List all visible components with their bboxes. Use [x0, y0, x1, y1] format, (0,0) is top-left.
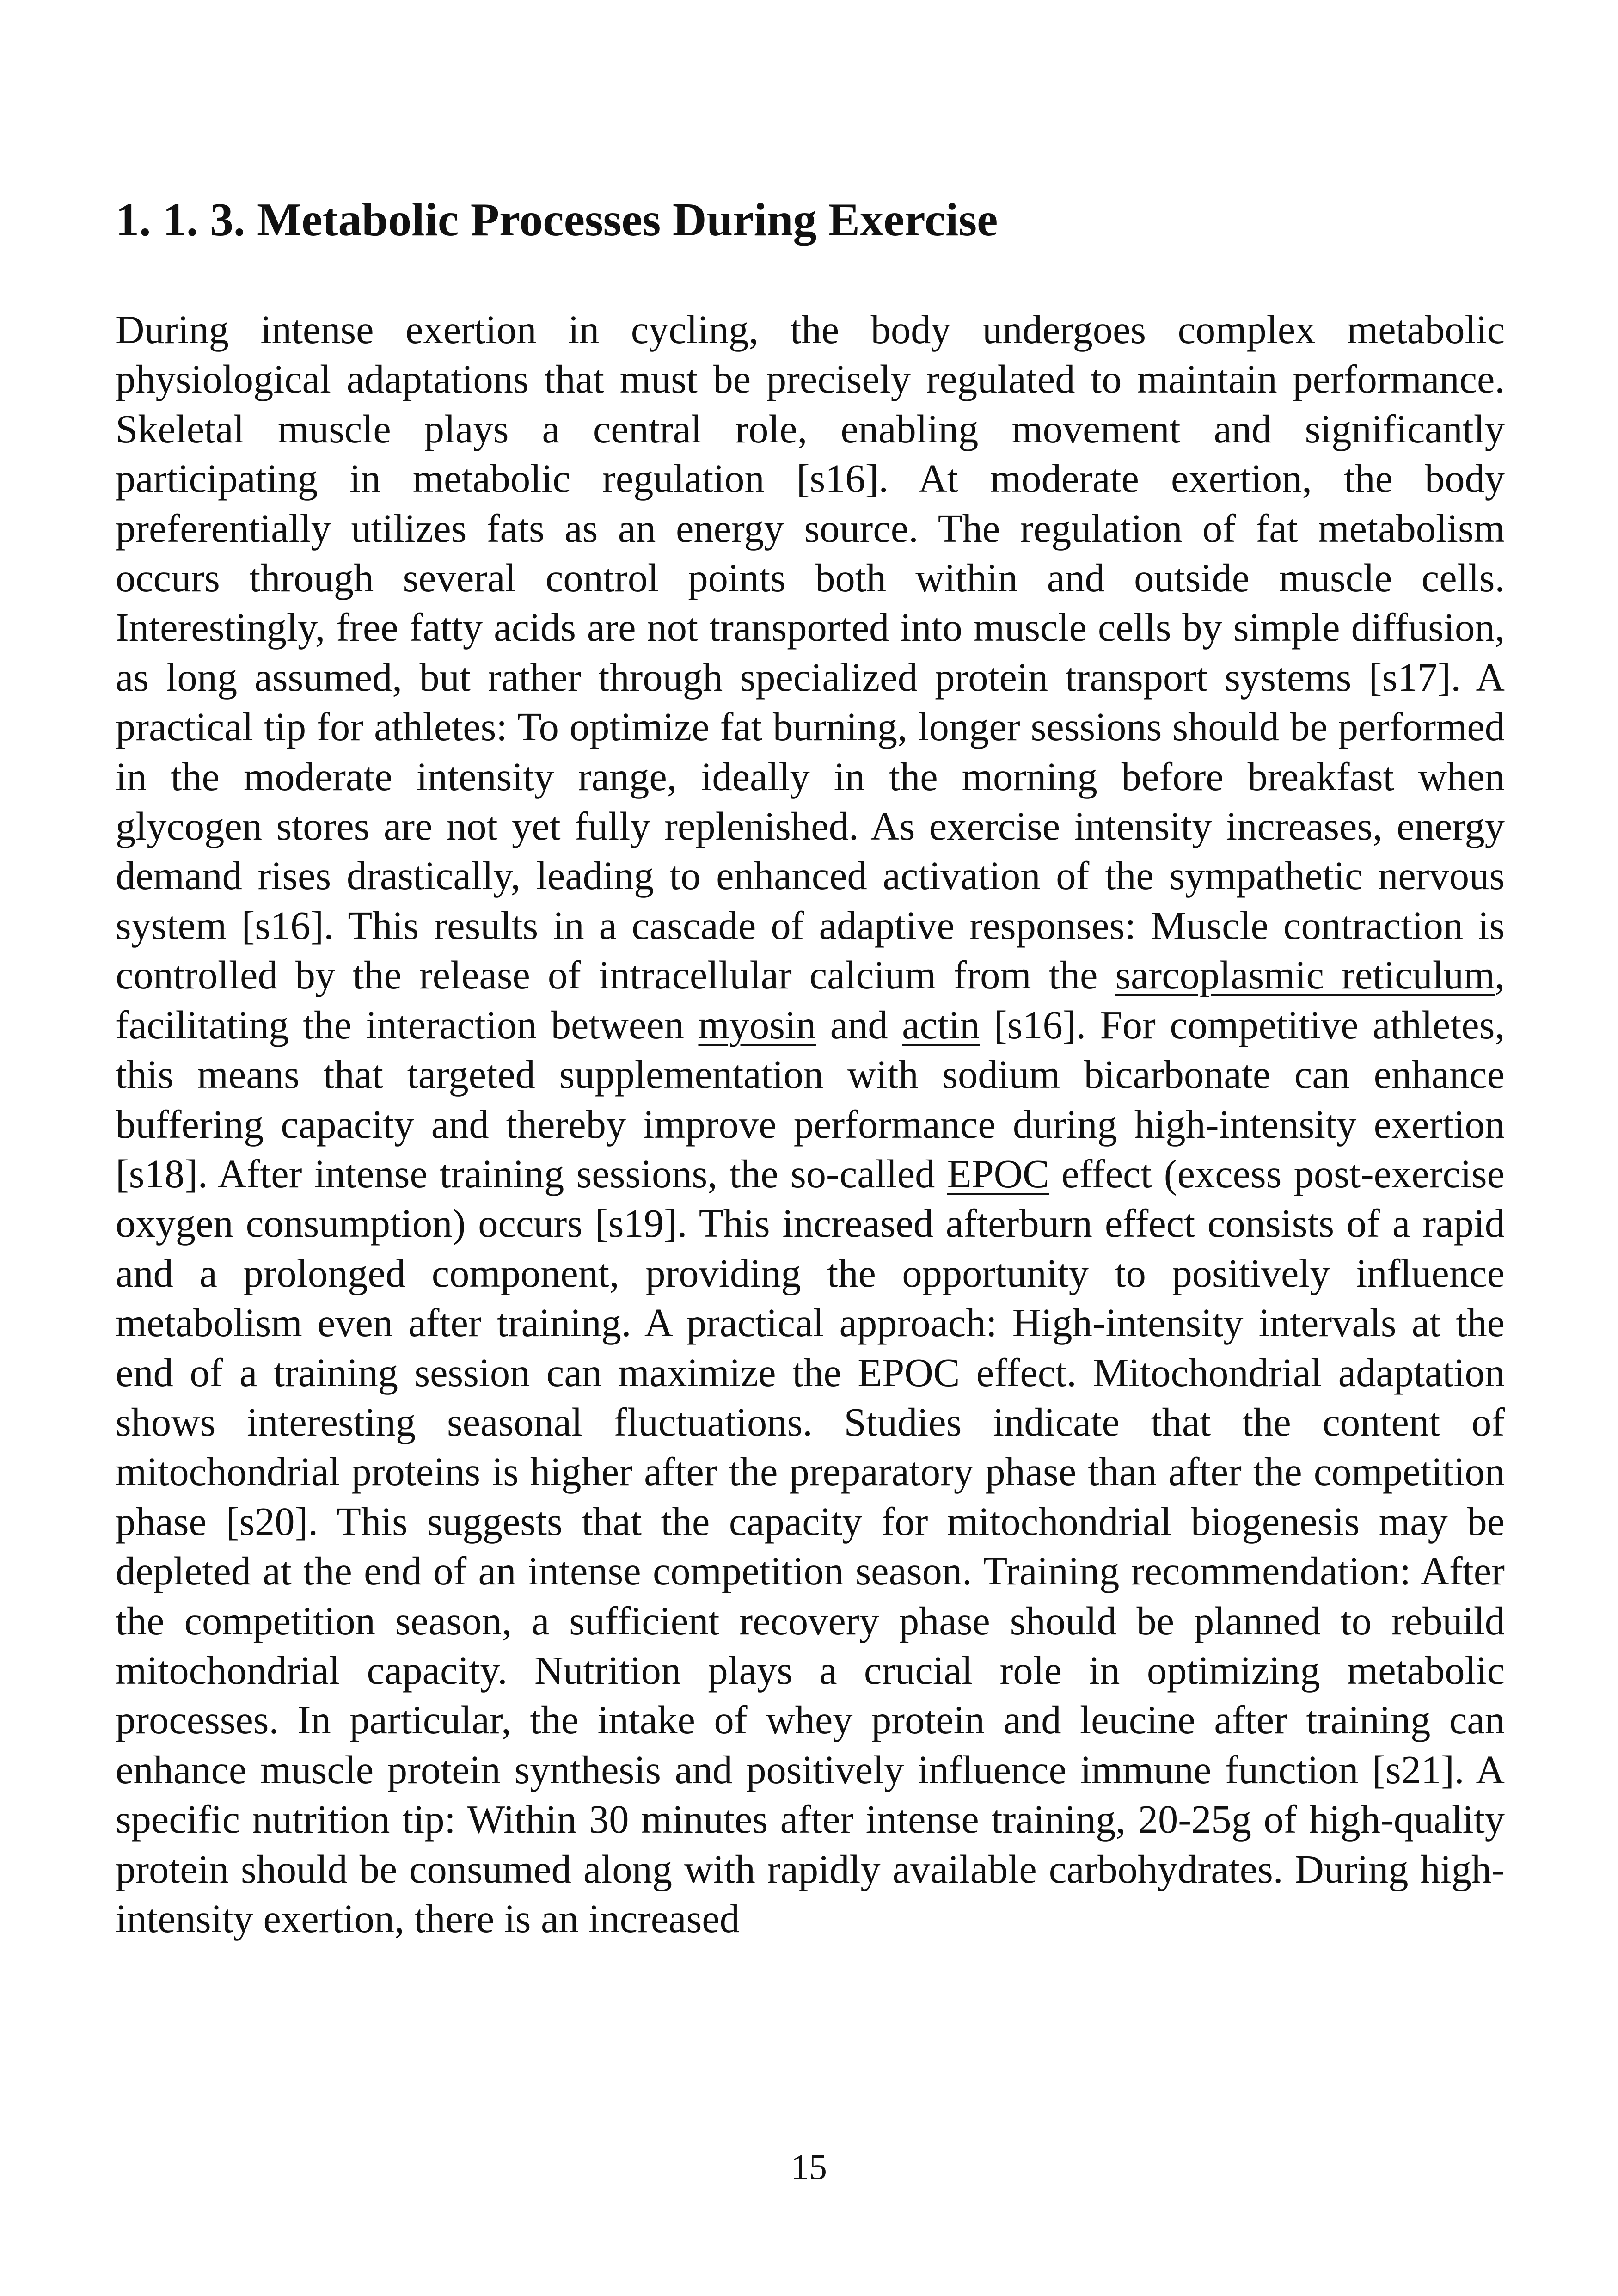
link-actin[interactable]: actin	[902, 1002, 980, 1047]
body-text-segment: effect (excess post-exercise oxygen consumption) occurs [s19]. This increased afterburn effect consists of a rapid and a prolonged component, providing the opportunity to positively influence metabolism even after training. A practical approach: High-intensity intervals at the end of a training session can maximize the EPOC effect. Mitochondrial adaptation shows interesting seasonal fluctuations. Studies indicate that the content of mitochondrial proteins is higher after the preparatory phase than after the competition phase [s20]. This suggests that the capacity for mitochondrial biogenesis may be depleted at the end of an intense competition season. Training recommendation: After the competition season, a sufficient recovery phase should be planned to rebuild mitochondrial capacity. Nutrition plays a crucial role in optimizing metabolic processes. In particular, the intake of whey protein and leucine after training can enhance muscle protein synthesis and positively influence immune function [s21]. A specific nutrition tip: Within 30 minutes after intense training, 20-25g of high-quality protein should be consumed along with rapidly available carbohydrates. During high-intensity exertion, there is an increased	[116, 1151, 1505, 1941]
page-number: 15	[791, 2147, 827, 2187]
link-myosin[interactable]: myosin	[698, 1002, 816, 1047]
body-paragraph	[116, 305, 1505, 1944]
body-text-segment: [s16]. For competitive athletes, this means that targeted supplementation with sodium bicarbonate can enhance buffering capacity and thereby improve performance during high-intensity exertion [s18]. After intense training sessions, the so-called	[116, 1002, 1505, 1196]
body-text-segment: , facilitating the interaction between	[116, 953, 1505, 1047]
body-text-segment: and	[816, 1002, 902, 1047]
link-epoc[interactable]: EPOC	[947, 1151, 1049, 1196]
link-sarcoplasmic-reticulum[interactable]: sarcoplasmic reticulum	[1115, 953, 1495, 998]
body-text-segment: During intense exertion in cycling, the body undergoes complex metabolic physiological adaptations that must be precisely regulated to maintain performance. Skeletal muscle plays a central role, enabling movement and significantly participating in metabolic regulation [s16]. At moderate exertion, the body preferentially utilizes fats as an energy source. The regulation of fat metabolism occurs through several control points both within and outside muscle cells. Interestingly, free fatty acids are not transported into muscle cells by simple diffusion, as long assumed, but rather through specialized protein transport systems [s17]. A practical tip for athletes: To optimize fat burning, longer sessions should be performed in the moderate intensity range, ideally in the morning before breakfast when glycogen stores are not yet fully replenished. As exercise intensity increases, energy demand rises drastically, leading to enhanced activation of the sympathetic nervous system [s16]. This results in a cascade of adaptive responses: Muscle contraction is controlled by the release of intracellular calcium from the	[116, 307, 1505, 998]
section-heading: 1. 1. 3. Metabolic Processes During Exercise	[116, 194, 998, 246]
